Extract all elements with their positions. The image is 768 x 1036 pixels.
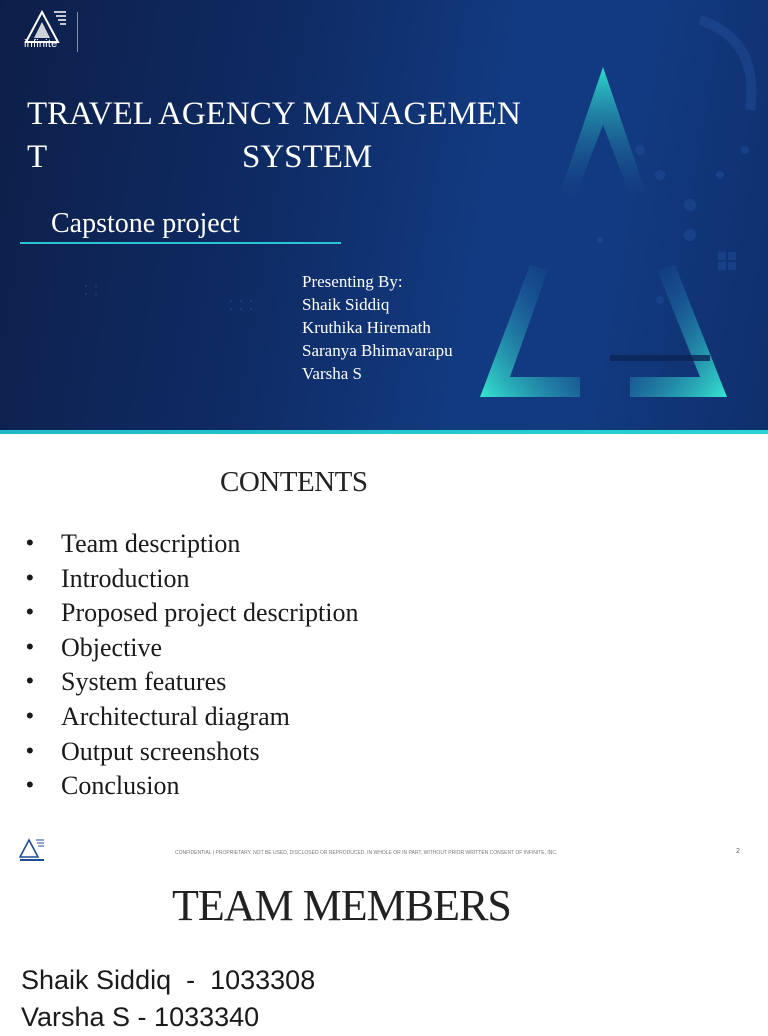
presenter-name: Saranya Bhimavarapu <box>302 341 453 360</box>
presenter-name: Varsha S <box>302 364 362 383</box>
slide-divider-line <box>0 430 768 434</box>
logo-divider <box>77 12 78 52</box>
presenter-name: Shaik Siddiq <box>302 295 390 314</box>
slide-title <box>27 93 567 179</box>
presenters-block <box>302 270 453 385</box>
list-item: • Output screenshots <box>26 735 359 770</box>
list-item: • Architectural diagram <box>26 700 359 735</box>
logo-text: infinite <box>24 38 58 50</box>
list-item: • Conclusion <box>26 769 359 804</box>
list-item: • Proposed project description <box>26 596 359 631</box>
footer-logo-icon <box>18 837 46 863</box>
team-member: Shaik Siddiq - 1033308 <box>21 965 316 995</box>
list-item: • Team description <box>26 527 359 562</box>
title-line-2-fragment: T <box>27 139 48 175</box>
list-item: • System features <box>26 665 359 700</box>
title-line-2 <box>27 136 567 179</box>
list-item: • Introduction <box>26 562 359 597</box>
list-item: • Objective <box>26 631 359 666</box>
team-members-list <box>21 962 315 1036</box>
presenter-name: Kruthika Hiremath <box>302 318 431 337</box>
team-heading: TEAM MEMBERS <box>172 881 511 930</box>
team-member: Varsha S - 1033340 <box>21 1002 260 1032</box>
subtitle-underline <box>20 242 341 244</box>
contents-list <box>26 527 359 804</box>
page-number: 2 <box>736 848 740 855</box>
title-line-1: TRAVEL AGENCY MANAGEMEN <box>27 96 521 132</box>
confidential-notice: CONFIDENTIAL | PROPRIETARY. NOT BE USED, DISCLOSED OR REPRODUCED, IN WHOLE OR IN PART, WITHOUT PRIOR WRITTEN CONSENT OF INFINITE, INC. <box>175 850 558 856</box>
slide-subtitle: Capstone project <box>51 208 240 239</box>
presenters-heading: Presenting By: <box>302 272 403 291</box>
title-slide <box>0 0 768 430</box>
contents-heading: CONTENTS <box>220 466 368 498</box>
title-line-2-system: SYSTEM <box>242 139 373 175</box>
